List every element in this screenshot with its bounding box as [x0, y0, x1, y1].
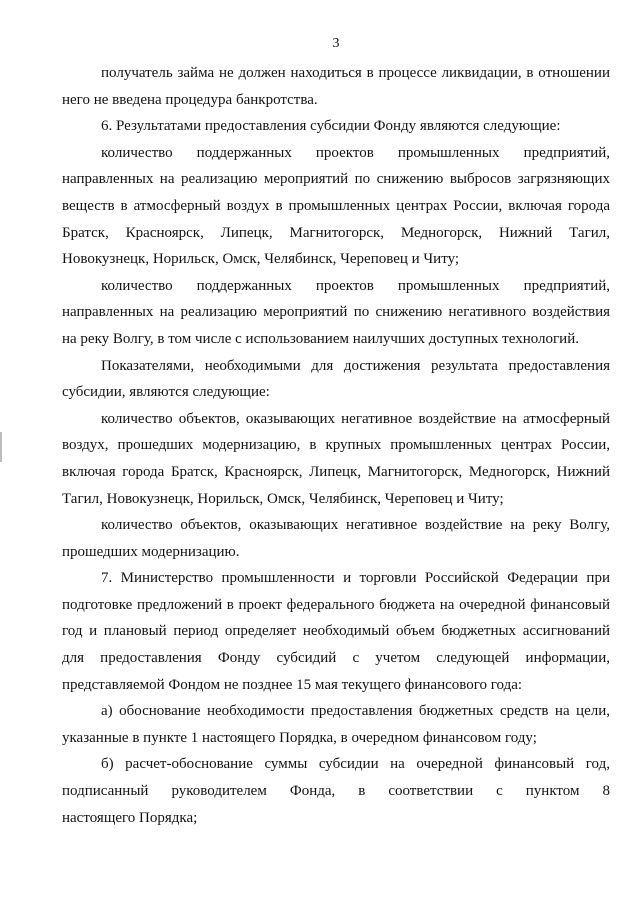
paragraph-objects-volga: количество объектов, оказывающих негативное воздействие на реку Волгу, прошедших модернизацию.: [62, 517, 610, 560]
page-number: 3: [332, 36, 340, 51]
paragraph-7b-continuation: настоящего Порядка;: [62, 809, 198, 826]
paragraph-7a-justification: а) обоснование необходимости предоставления бюджетных средств на цели, указанные в пункте 1 настоящего Порядка, в очередном финансовом году;: [62, 703, 610, 746]
paragraph-7-ministry: 7. Министерство промышленности и торговли Российской Федерации при подготовке предложений в проект федерального бюджета на очередной финансовый год и плановый период определяет необходимый объем бюджетных ассигнований для предоставления Фонду субсидий с учетом следующей информации, представляемой Фондом не позднее 15 мая текущего финансового года:: [62, 570, 610, 693]
paragraph-7b-calculation: б) расчет-обоснование суммы субсидии на очередной финансовый год, подписанный руководителем Фонда, в соответствии с пунктом 8: [62, 756, 610, 800]
paragraph-objects-air: количество объектов, оказывающих негативное воздействие на атмосферный воздух, прошедших модернизацию, в крупных промышленных центрах России, включая города Братск, Красноярск, Липецк, Магнитогорск, Медногорск, Нижний Тагил, Новокузнецк, Норильск, Омск, Челябинск, Череповец и Читу;: [62, 410, 610, 507]
document-body: [62, 60, 610, 831]
paragraph-6-results: 6. Результатами предоставления субсидии Фонду являются следующие:: [101, 118, 561, 135]
scan-edge-mark: [0, 432, 2, 462]
paragraph-borrower-liquidation: получатель займа не должен находиться в процессе ликвидации, в отношении него не введена процедура банкротства.: [62, 65, 610, 108]
paragraph-projects-air-emissions: количество поддержанных проектов промышленных предприятий, направленных на реализацию мероприятий по снижению выбросов загрязняющих веществ в атмосферный воздух в промышленных центрах России, включая города Братск, Красноярск, Липецк, Магнитогорск, Медногорск, Нижний Тагил, Новокузнецк, Норильск, Омск, Челябинск, Череповец и Читу;: [62, 144, 610, 268]
paragraph-indicators: Показателями, необходимыми для достижения результата предоставления субсидии, являются следующие:: [62, 357, 610, 401]
paragraph-projects-volga: количество поддержанных проектов промышленных предприятий, направленных на реализацию мероприятий по снижению негативного воздействия на реку Волгу, в том числе с использованием наилучших доступных технологий.: [62, 277, 610, 347]
